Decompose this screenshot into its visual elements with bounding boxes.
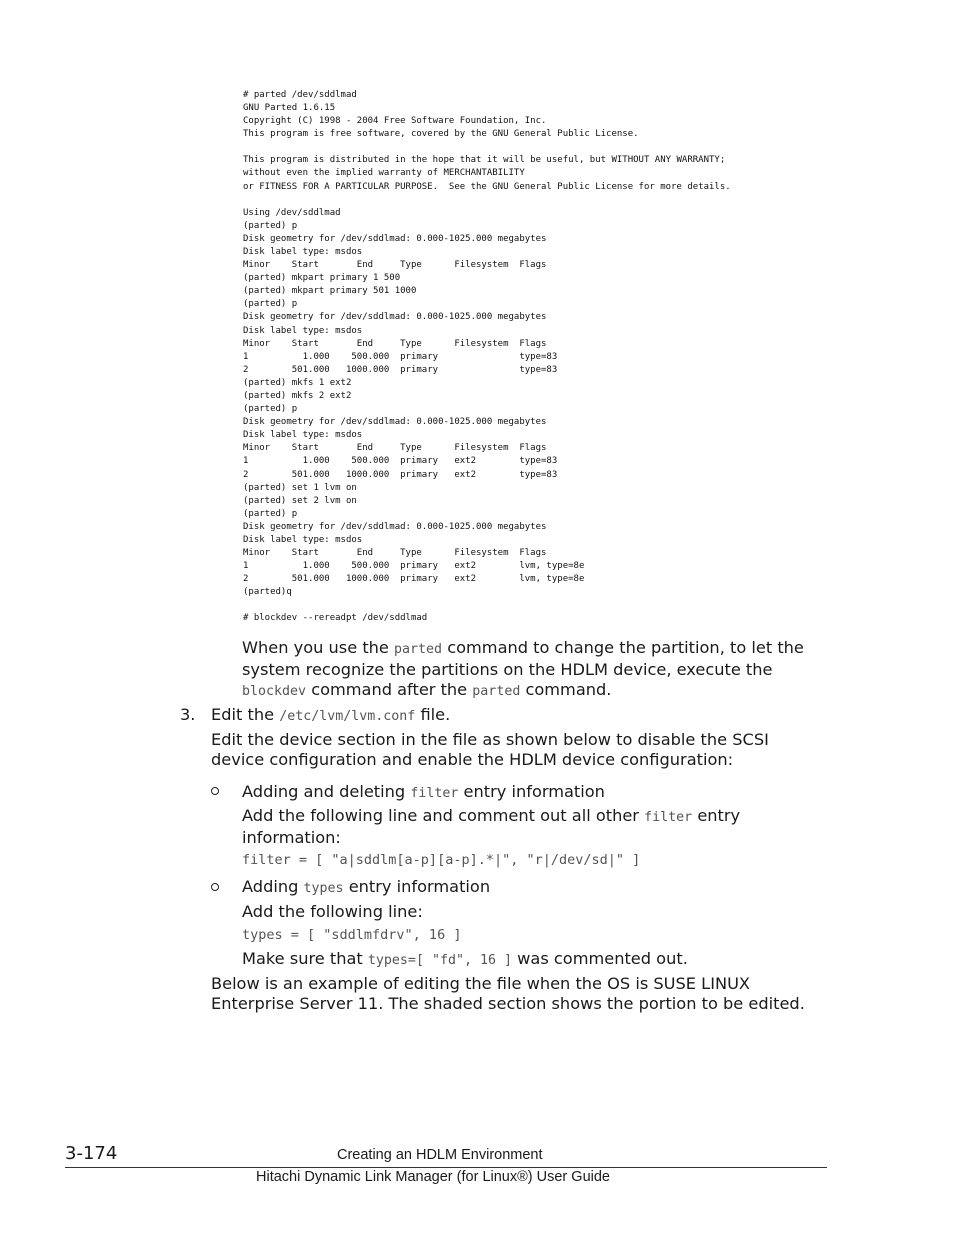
console-line: 1 1.000 500.000 primary ext2 lvm, type=8e xyxy=(243,561,585,572)
bullet-icon xyxy=(211,883,219,891)
console-line: Disk label type: msdos xyxy=(243,325,363,336)
console-line: or FITNESS FOR A PARTICULAR PURPOSE. See the GNU General Public License for more details. xyxy=(243,181,731,192)
console-line: Copyright (C) 1998 - 2004 Free Software Foundation, Inc. xyxy=(243,116,547,127)
footer-divider xyxy=(65,1167,827,1168)
note-line-3: blockdev command after the parted command. xyxy=(242,680,612,699)
filter-code: filter xyxy=(410,786,459,801)
console-line: Minor Start End Type Filesystem Flags xyxy=(243,260,547,271)
filter-code-line: filter = [ "a|sddlm[a-p][a-p].*|", "r|/dev/sd|" ] xyxy=(242,852,641,868)
bullet-icon xyxy=(211,787,219,795)
console-line: (parted) p xyxy=(243,299,298,310)
bullet2-description: Add the following line: xyxy=(242,902,423,921)
console-line: Using /dev/sddlmad xyxy=(243,207,341,218)
page-number: 3-174 xyxy=(65,1143,118,1164)
console-line: (parted) mkpart primary 1 500 xyxy=(243,273,401,284)
console-line: 2 501.000 1000.000 primary ext2 type=83 xyxy=(243,469,558,480)
console-line: Disk geometry for /dev/sddlmad: 0.000-1025.000 megabytes xyxy=(243,312,547,323)
note-line-1: When you use the parted command to change the partition, to let the xyxy=(242,638,804,657)
types-code-line: types = [ "sddlmfdrv", 16 ] xyxy=(242,927,462,943)
console-line: 2 501.000 1000.000 primary ext2 lvm, type=8e xyxy=(243,574,585,585)
console-line: Minor Start End Type Filesystem Flags xyxy=(243,548,547,559)
console-line: without even the implied warranty of MERCHANTABILITY xyxy=(243,168,525,179)
bullet2-note: Make sure that types=[ "fd", 16 ] was commented out. xyxy=(242,949,688,968)
console-line: (parted) p xyxy=(243,220,298,231)
console-line: Disk label type: msdos xyxy=(243,246,363,257)
filter-code-2: filter xyxy=(644,810,693,825)
step3-description: Edit the device section in the file as shown below to disable the SCSI device configuration and enable the HDLM device configuration: xyxy=(211,730,769,769)
console-line: Disk geometry for /dev/sddlmad: 0.000-1025.000 megabytes xyxy=(243,417,547,428)
step3-heading: Edit the /etc/lvm/lvm.conf file. xyxy=(211,705,451,724)
parted-code-2: parted xyxy=(472,684,521,699)
console-line: (parted) mkpart primary 501 1000 xyxy=(243,286,417,297)
console-line xyxy=(243,194,763,207)
note-paragraph xyxy=(242,638,842,702)
closing-paragraph: Below is an example of editing the file when the OS is SUSE LINUX Enterprise Server 11. The shaded section shows the portion to be edited. xyxy=(211,974,805,1013)
console-line: Minor Start End Type Filesystem Flags xyxy=(243,443,547,454)
console-line: Minor Start End Type Filesystem Flags xyxy=(243,338,547,349)
types-code: types xyxy=(303,881,344,896)
console-line: This program is distributed in the hope that it will be useful, but WITHOUT ANY WARRANTY; xyxy=(243,155,726,166)
console-line: # blockdev --rereadpt /dev/sddlmad xyxy=(243,613,428,624)
console-line: Disk label type: msdos xyxy=(243,535,363,545)
console-line xyxy=(243,141,763,154)
console-line: # parted /dev/sddlmad xyxy=(243,90,357,100)
blockdev-code: blockdev xyxy=(242,684,307,699)
parted-code: parted xyxy=(394,642,443,657)
console-line: (parted) set 1 lvm on xyxy=(243,482,357,493)
step-number: 3. xyxy=(180,705,196,724)
bullet1-heading: Adding and deleting filter entry information xyxy=(242,782,605,801)
note-line-2: system recognize the partitions on the HDLM device, execute the xyxy=(242,660,773,679)
console-line: Disk geometry for /dev/sddlmad: 0.000-1025.000 megabytes xyxy=(243,521,547,532)
console-line: (parted) mkfs 1 ext2 xyxy=(243,377,352,388)
bullet2-heading: Adding types entry information xyxy=(242,877,491,896)
console-line: (parted) mkfs 2 ext2 xyxy=(243,390,352,401)
console-line: (parted) p xyxy=(243,404,298,415)
console-line xyxy=(243,599,763,612)
console-line: Disk geometry for /dev/sddlmad: 0.000-1025.000 megabytes xyxy=(243,233,547,244)
bullet1-description: Add the following line and comment out all other filter entry information: xyxy=(242,806,741,847)
console-line: GNU Parted 1.6.15 xyxy=(243,103,336,114)
lvm-conf-path: /etc/lvm/lvm.conf xyxy=(279,709,416,724)
console-line: Disk label type: msdos xyxy=(243,430,363,441)
types-fd-code: types=[ "fd", 16 ] xyxy=(367,953,513,968)
chapter-title: Creating an HDLM Environment xyxy=(337,1147,543,1163)
console-line: This program is free software, covered by the GNU General Public License. xyxy=(243,129,639,140)
console-line: 2 501.000 1000.000 primary type=83 xyxy=(243,364,558,375)
guide-title: Hitachi Dynamic Link Manager (for Linux®) User Guide xyxy=(256,1169,610,1185)
console-screenshot xyxy=(243,89,763,626)
console-line: (parted) set 2 lvm on xyxy=(243,495,357,506)
console-line: (parted) p xyxy=(243,508,298,519)
console-line: (parted)q xyxy=(243,587,292,598)
console-line: 1 1.000 500.000 primary ext2 type=83 xyxy=(243,456,558,467)
console-line: 1 1.000 500.000 primary type=83 xyxy=(243,351,558,362)
